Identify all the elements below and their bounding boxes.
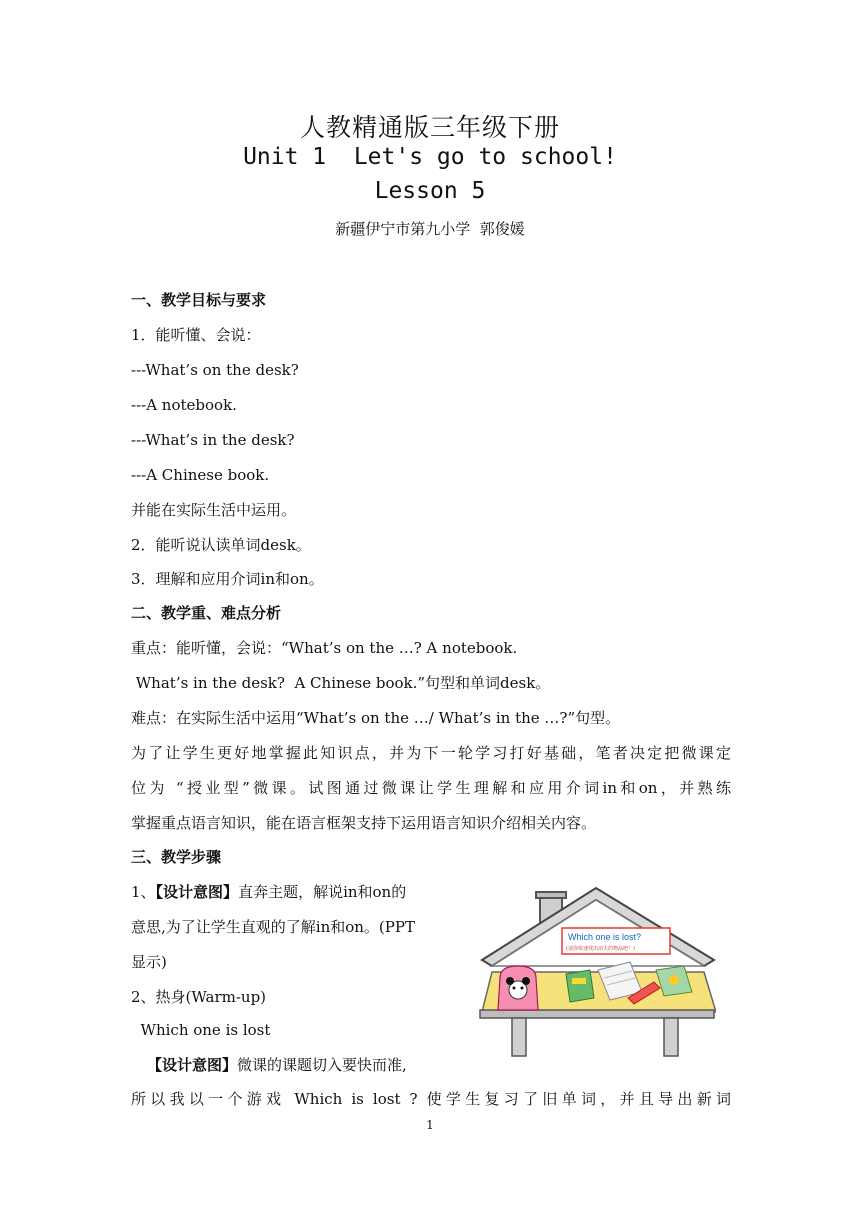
document-title: 人教精通版三年级下册	[299, 113, 560, 142]
sign-title: Which one is lost?	[568, 932, 642, 942]
page-number: 1	[426, 1118, 434, 1132]
key-point-line-2: What’s in the desk? A Chinese book.”句型和单词desk。	[131, 674, 551, 692]
paragraph-line: 为了让学生更好地掌握此知识点，并为下一轮学习打好基础，笔者决定把微课定	[131, 744, 731, 762]
dialog-line: ---What’s in the desk?	[131, 431, 295, 449]
dialog-line: ---What’s on the desk?	[131, 361, 299, 379]
step1-line-3: 显示)	[131, 953, 167, 971]
game-name: Which one is lost	[131, 1021, 271, 1039]
design-intent-2	[147, 1055, 407, 1075]
step2-line: 2、热身(Warm-up)	[131, 988, 267, 1006]
goal-item-2: 2．能听说认读单词desk。	[131, 536, 311, 554]
key-point-line-1: 重点：能听懂，会说：“What’s on the …? A notebook.	[131, 639, 518, 657]
house-illustration	[478, 886, 716, 1058]
design-intent-label: 【设计意图】	[155, 883, 239, 901]
step1-prefix: 1、	[131, 883, 156, 901]
lesson-title: Lesson 5	[374, 178, 486, 204]
dialog-line: ---A notebook.	[131, 396, 237, 414]
unit-title: Unit 1 Let's go to school!	[243, 144, 617, 170]
step1-line-1	[131, 882, 406, 902]
difficulty-line: 难点：在实际生活中运用“What’s on the …/ What’s in the …?”句型。	[131, 709, 621, 727]
design-intent-2-text: 微课的课题切入要快而准,	[237, 1056, 407, 1074]
last-line: 所以我以一个游戏 Which is lost ? 使学生复习了旧单词，并且导出新词	[131, 1090, 731, 1108]
section3-heading: 三、教学步骤	[131, 848, 222, 866]
sign-subtitle: (请你快速找出消失的物品吧！)	[566, 946, 635, 952]
goal-apply: 并能在实际生活中运用。	[131, 501, 297, 519]
section2-heading: 二、教学重、难点分析	[131, 604, 282, 622]
design-intent-label: 【设计意图】	[147, 1056, 238, 1074]
goal-item-1: 1．能听懂、会说：	[131, 326, 261, 344]
author-line: 新疆伊宁市第九小学 郭俊媛	[335, 220, 525, 238]
step1-text: 直奔主题，解说in和on的	[238, 883, 407, 901]
section1-heading: 一、教学目标与要求	[131, 291, 267, 309]
paragraph-line: 位为 “授业型”微课。试图通过微课让学生理解和应用介词in和on，并熟练	[131, 779, 731, 797]
paragraph-line: 掌握重点语言知识，能在语言框架支持下运用语言知识介绍相关内容。	[131, 814, 597, 832]
dialog-line: ---A Chinese book.	[131, 466, 270, 484]
goal-item-3: 3．理解和应用介词in和on。	[131, 570, 324, 588]
step1-line-2: 意思,为了让学生直观的了解in和on。(PPT	[131, 918, 415, 936]
